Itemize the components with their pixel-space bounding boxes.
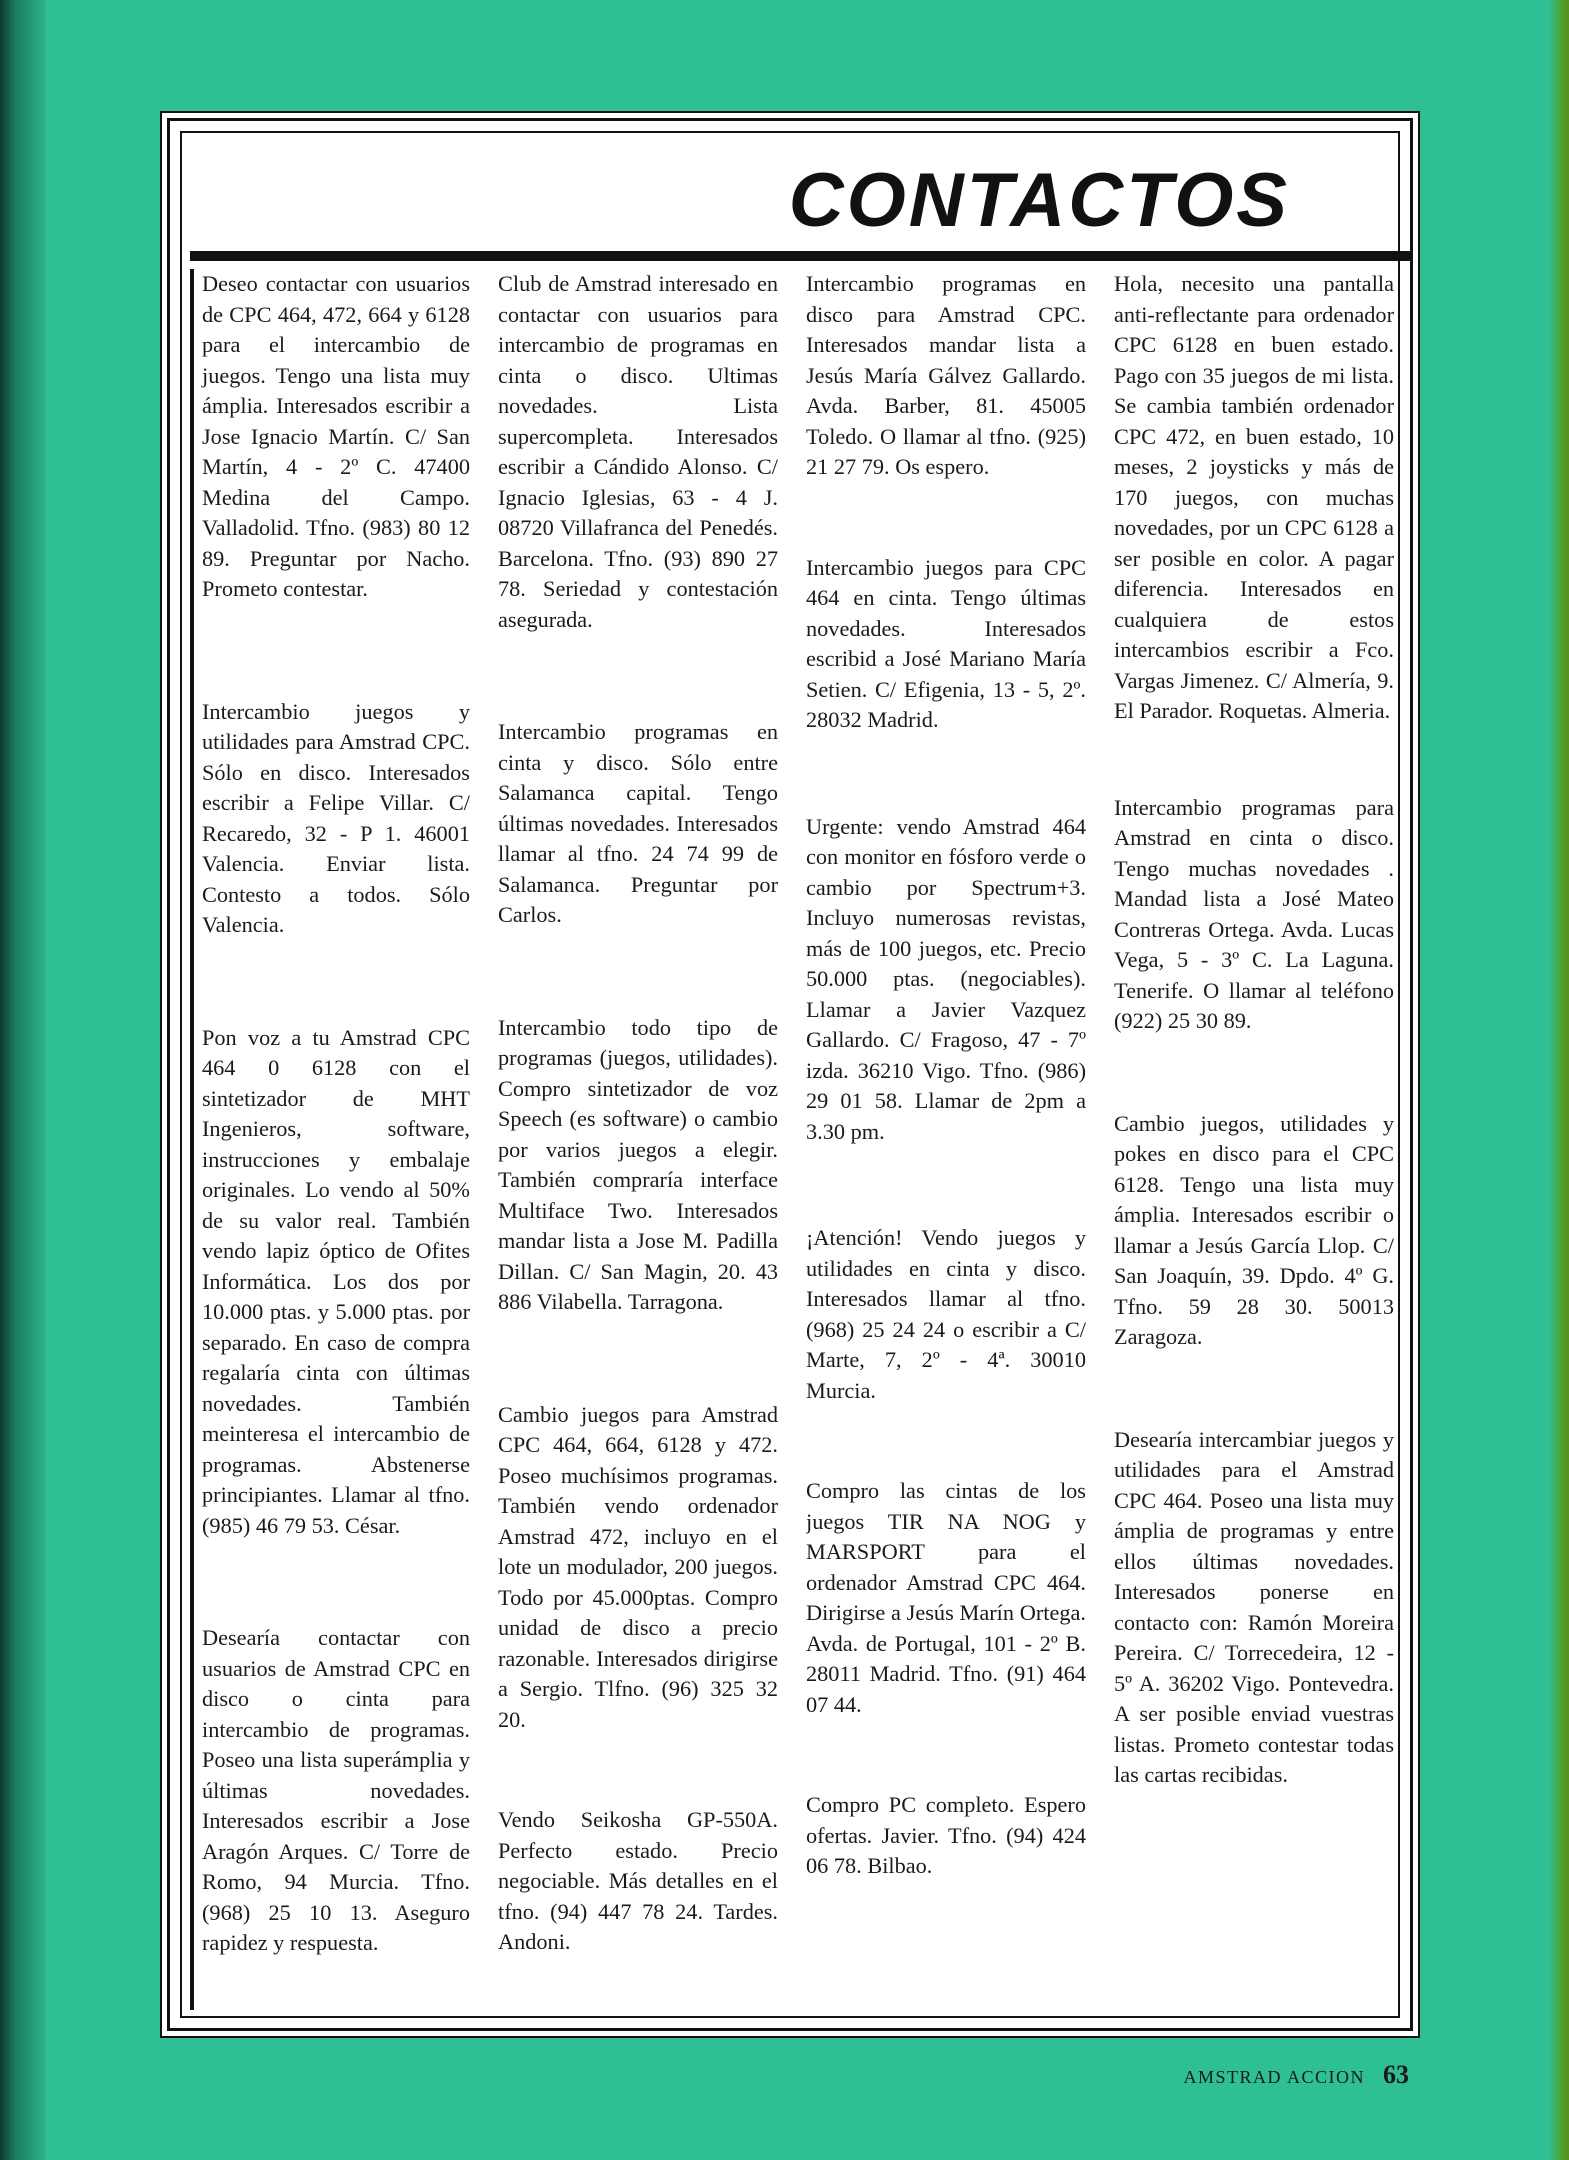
classified-ad: Hola, necesito una pantalla anti-reflectante para ordenador CPC 6128 en buen estado. Pago con 35 juegos de mi lista. Se cambia también ordenador CPC 472, en buen estado, 10 meses, 2 joysticks y más de 170 juegos, con muchas novedades, por un CPC 6128 a ser posible en color. A pagar diferencia. Interesados en cualquiera de estos intercambios escribir a Fco. Vargas Jimenez. C/ Almería, 9. El Parador. Roquetas. Almeria. <box>1114 271 1394 723</box>
classified-ad: Urgente: vendo Amstrad 464 con monitor en fósforo verde o cambio por Spectrum+3. Incluyo numerosas revistas, más de 100 juegos, etc. Precio 50.000 ptas. (negociables). Llamar a Javier Vazquez Gallardo. C/ Fragoso, 47 - 7º izda. 36210 Vigo. Tfno. (986) 29 01 58. Llamar de 2pm a 3.30 pm. <box>806 813 1086 1144</box>
column-2 <box>498 269 778 2010</box>
classified-ad: Intercambio programas en cinta y disco. Sólo entre Salamanca capital. Tengo últimas novedades. Interesados llamar al tfno. 24 74 99 de Salamanca. Preguntar por Carlos. <box>498 719 778 927</box>
classified-ad: Intercambio programas en disco para Amstrad CPC. Interesados mandar lista a Jesús María Gálvez Gallardo. Avda. Barber, 81. 45005 Toledo. O llamar al tfno. (925) 21 27 79. Os espero. <box>806 271 1086 479</box>
contacts-panel <box>167 118 1413 2031</box>
classified-ad: Cambio juegos para Amstrad CPC 464, 664, 6128 y 472. Poseo muchísimos programas. También vendo ordenador Amstrad 472, incluyo en el lote un modulador, 200 juegos. Todo por 45.000ptas. Compro unidad de disco a precio razonable. Interesados dirigirse a Sergio. Tlfno. (96) 325 32 20. <box>498 1401 778 1732</box>
classified-ad: Vendo Seikosha GP-550A. Perfecto estado. Precio negociable. Más detalles en el tfno. (94) 447 78 24. Tardes. Andoni. <box>498 1807 778 1954</box>
column-1 <box>190 269 470 2010</box>
page-edge <box>1549 0 1569 2160</box>
classified-ad: ¡Atención! Vendo juegos y utilidades en cinta y disco. Interesados llamar al tfno. (968) 25 24 24 o escribir a C/ Marte, 7, 2º - 4ª. 30010 Murcia. <box>806 1225 1086 1403</box>
column-3 <box>806 269 1086 2010</box>
classified-ad: Desearía intercambiar juegos y utilidades para el Amstrad CPC 464. Poseo una lista muy ámplia de programas y entre ellos últimas novedades. Interesados ponerse en contacto con: Ramón Moreira Pereira. C/ Torrecedeira, 12 - 5º A. 36202 Vigo. Pontevedra. A ser posible enviad vuestras listas. Prometo contestar todas las cartas recibidas. <box>1114 1426 1394 1787</box>
magazine-name: AMSTRAD ACCION <box>1183 2067 1365 2087</box>
classified-ad: Intercambio juegos para CPC 464 en cinta. Tengo últimas novedades. Interesados escribid a José Mariano María Setien. C/ Efigenia, 13 - 5, 2º. 28032 Madrid. <box>806 554 1086 732</box>
classified-ad: Intercambio programas para Amstrad en cinta o disco. Tengo muchas novedades . Mandad lista a José Mateo Contreras Ortega. Avda. Lucas Vega, 5 - 3º C. La Laguna. Tenerife. O llamar al teléfono (922) 25 30 89. <box>1114 794 1394 1033</box>
classified-ad: Desearía contactar con usuarios de Amstrad CPC en disco o cinta para intercambio de programas. Poseo una lista superámplia y últimas novedades. Interesados escribir a Jose Aragón Arques. C/ Torre de Romo, 94 Murcia. Tfno. (968) 25 10 13. Aseguro rapidez y respuesta. <box>202 1625 470 1955</box>
classified-ad: Pon voz a tu Amstrad CPC 464 0 6128 con el sintetizador de MHT Ingenieros, software, instrucciones y embalaje originales. Lo vendo al 50% de su valor real. También vendo lapiz óptico de Ofites Informática. Los dos por 10.000 ptas. y 5.000 ptas. por separado. En caso de compra regalaría cinta con últimas novedades. También meinteresa el intercambio de programas. Abstenerse principiantes. Llamar al tfno. (985) 46 79 53. César. <box>202 1024 470 1538</box>
title-underline <box>190 251 1410 261</box>
classified-ad: Intercambio juegos y utilidades para Amstrad CPC. Sólo en disco. Interesados escribir a Felipe Villar. C/ Recaredo, 32 - P 1. 46001 Valencia. Enviar lista. Contesto a todos. Sólo Valencia. <box>202 698 470 937</box>
column-4 <box>1114 269 1394 2010</box>
page-footer <box>1183 2060 1409 2090</box>
classified-ad: Cambio juegos, utilidades y pokes en disco para el CPC 6128. Tengo una lista muy ámplia. Interesados escribir o llamar a Jesús García Llop. C/ San Joaquín, 39. Dpdo. 4º G. Tfno. 59 28 30. 50013 Zaragoza. <box>1114 1110 1394 1349</box>
page-number: 63 <box>1383 2060 1409 2089</box>
binding-spine <box>0 0 46 2160</box>
classified-ad: Compro PC completo. Espero ofertas. Javier. Tfno. (94) 424 06 78. Bilbao. <box>806 1792 1086 1878</box>
classified-ad: Club de Amstrad interesado en contactar con usuarios para intercambio de programas en cinta o disco. Ultimas novedades. Lista supercompleta. Interesados escribir a Cándido Alonso. C/ Ignacio Iglesias, 63 - 4 J. 08720 Villafranca del Penedés. Barcelona. Tfno. (93) 890 27 78. Seriedad y contestación asegurada. <box>498 271 778 632</box>
classified-ad: Intercambio todo tipo de programas (juegos, utilidades). Compro sintetizador de voz Speech (es software) o cambio por varios juegos a elegir. También compraría interface Multiface Two. Interesados mandar lista a Jose M. Padilla Dillan. C/ San Magin, 20. 43 886 Vilabella. Tarragona. <box>498 1014 778 1314</box>
classified-ad: Deseo contactar con usuarios de CPC 464, 472, 664 y 6128 para el intercambio de juegos. Tengo una lista muy ámplia. Interesados escribir a Jose Ignacio Martín. C/ San Martín, 4 - 2º C. 47400 Medina del Campo. Valladolid. Tfno. (983) 80 12 89. Preguntar por Nacho. Prometo contestar. <box>202 271 470 601</box>
page-title: CONTACTOS <box>788 158 1290 243</box>
classified-ad: Compro las cintas de los juegos TIR NA NOG y MARSPORT para el ordenador Amstrad CPC 464. Dirigirse a Jesús Marín Ortega. Avda. de Portugal, 101 - 2º B. 28011 Madrid. Tfno. (91) 464 07 44. <box>806 1478 1086 1717</box>
classified-columns <box>190 269 1394 2010</box>
